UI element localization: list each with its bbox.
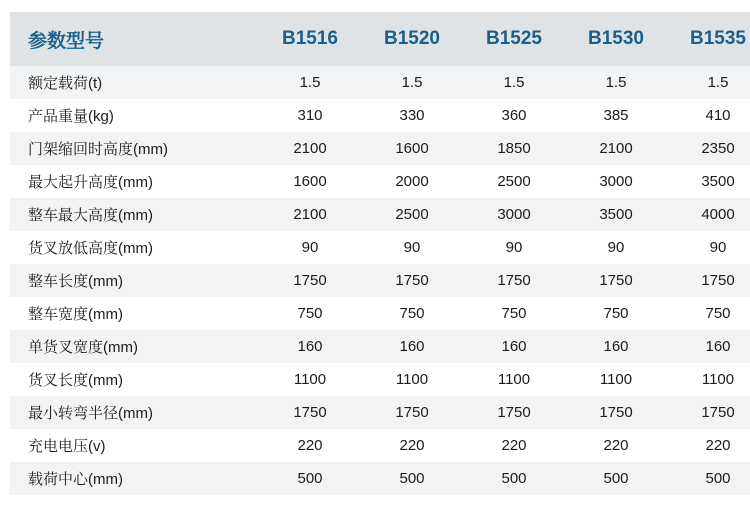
row-value: 2350 xyxy=(667,132,750,165)
table-header xyxy=(10,12,750,66)
row-value: 3500 xyxy=(667,165,750,198)
row-value: 3500 xyxy=(565,198,667,231)
row-value: 1600 xyxy=(361,132,463,165)
row-value: 1100 xyxy=(259,363,361,396)
row-value: 160 xyxy=(667,330,750,363)
row-value: 750 xyxy=(361,297,463,330)
row-value: 1750 xyxy=(667,264,750,297)
table-row xyxy=(10,363,750,396)
row-value: 160 xyxy=(565,330,667,363)
row-value: 1750 xyxy=(463,264,565,297)
row-label: 载荷中心(mm) xyxy=(10,462,259,495)
row-value: 2500 xyxy=(463,165,565,198)
row-value: 500 xyxy=(463,462,565,495)
row-value: 90 xyxy=(361,231,463,264)
row-value: 1100 xyxy=(565,363,667,396)
row-label: 产品重量(kg) xyxy=(10,99,259,132)
row-value: 750 xyxy=(259,297,361,330)
column-header-model-3: B1525 xyxy=(463,12,565,66)
row-value: 750 xyxy=(667,297,750,330)
row-value: 1750 xyxy=(361,264,463,297)
row-value: 1850 xyxy=(463,132,565,165)
specification-table xyxy=(10,12,750,495)
row-label: 整车最大高度(mm) xyxy=(10,198,259,231)
row-value: 1.5 xyxy=(361,66,463,99)
row-label: 货叉放低高度(mm) xyxy=(10,231,259,264)
row-value: 500 xyxy=(361,462,463,495)
row-value: 220 xyxy=(259,429,361,462)
table-row xyxy=(10,264,750,297)
table-row xyxy=(10,462,750,495)
row-value: 90 xyxy=(667,231,750,264)
row-value: 90 xyxy=(565,231,667,264)
row-value: 160 xyxy=(361,330,463,363)
row-value: 500 xyxy=(565,462,667,495)
row-value: 3000 xyxy=(565,165,667,198)
row-value: 1600 xyxy=(259,165,361,198)
row-value: 1.5 xyxy=(463,66,565,99)
row-value: 500 xyxy=(259,462,361,495)
row-value: 220 xyxy=(565,429,667,462)
row-value: 160 xyxy=(259,330,361,363)
row-label: 最大起升高度(mm) xyxy=(10,165,259,198)
row-value: 2500 xyxy=(361,198,463,231)
row-value: 310 xyxy=(259,99,361,132)
column-header-model-5: B1535 xyxy=(667,12,750,66)
column-header-model-1: B1516 xyxy=(259,12,361,66)
header-row xyxy=(10,12,750,66)
row-label: 门架缩回时高度(mm) xyxy=(10,132,259,165)
row-value: 1100 xyxy=(361,363,463,396)
table-row xyxy=(10,429,750,462)
row-label: 整车长度(mm) xyxy=(10,264,259,297)
row-value: 220 xyxy=(361,429,463,462)
table-row xyxy=(10,396,750,429)
row-value: 1750 xyxy=(667,396,750,429)
row-value: 330 xyxy=(361,99,463,132)
table-body xyxy=(10,66,750,495)
row-value: 1750 xyxy=(463,396,565,429)
row-value: 220 xyxy=(667,429,750,462)
row-label: 最小转弯半径(mm) xyxy=(10,396,259,429)
row-value: 360 xyxy=(463,99,565,132)
row-value: 1750 xyxy=(565,264,667,297)
row-value: 1750 xyxy=(565,396,667,429)
row-label: 货叉长度(mm) xyxy=(10,363,259,396)
row-value: 410 xyxy=(667,99,750,132)
row-value: 160 xyxy=(463,330,565,363)
table-row xyxy=(10,99,750,132)
table-row xyxy=(10,297,750,330)
table-row xyxy=(10,132,750,165)
row-value: 1750 xyxy=(259,396,361,429)
row-value: 1.5 xyxy=(259,66,361,99)
row-label: 充电电压(v) xyxy=(10,429,259,462)
row-value: 1100 xyxy=(667,363,750,396)
table-row xyxy=(10,66,750,99)
column-header-model-2: B1520 xyxy=(361,12,463,66)
row-value: 90 xyxy=(463,231,565,264)
row-value: 1.5 xyxy=(565,66,667,99)
row-value: 2100 xyxy=(259,198,361,231)
row-value: 2100 xyxy=(565,132,667,165)
column-header-model-4: B1530 xyxy=(565,12,667,66)
row-label: 额定载荷(t) xyxy=(10,66,259,99)
row-value: 3000 xyxy=(463,198,565,231)
row-value: 90 xyxy=(259,231,361,264)
row-value: 2000 xyxy=(361,165,463,198)
row-value: 1750 xyxy=(259,264,361,297)
row-label: 单货叉宽度(mm) xyxy=(10,330,259,363)
table-row xyxy=(10,165,750,198)
row-label: 整车宽度(mm) xyxy=(10,297,259,330)
row-value: 1750 xyxy=(361,396,463,429)
row-value: 750 xyxy=(565,297,667,330)
row-value: 385 xyxy=(565,99,667,132)
row-value: 1.5 xyxy=(667,66,750,99)
table-row xyxy=(10,231,750,264)
row-value: 500 xyxy=(667,462,750,495)
row-value: 4000 xyxy=(667,198,750,231)
row-value: 2100 xyxy=(259,132,361,165)
row-value: 220 xyxy=(463,429,565,462)
column-header-parameter: 参数型号 xyxy=(10,12,259,66)
table-row xyxy=(10,198,750,231)
table-row xyxy=(10,330,750,363)
row-value: 750 xyxy=(463,297,565,330)
row-value: 1100 xyxy=(463,363,565,396)
